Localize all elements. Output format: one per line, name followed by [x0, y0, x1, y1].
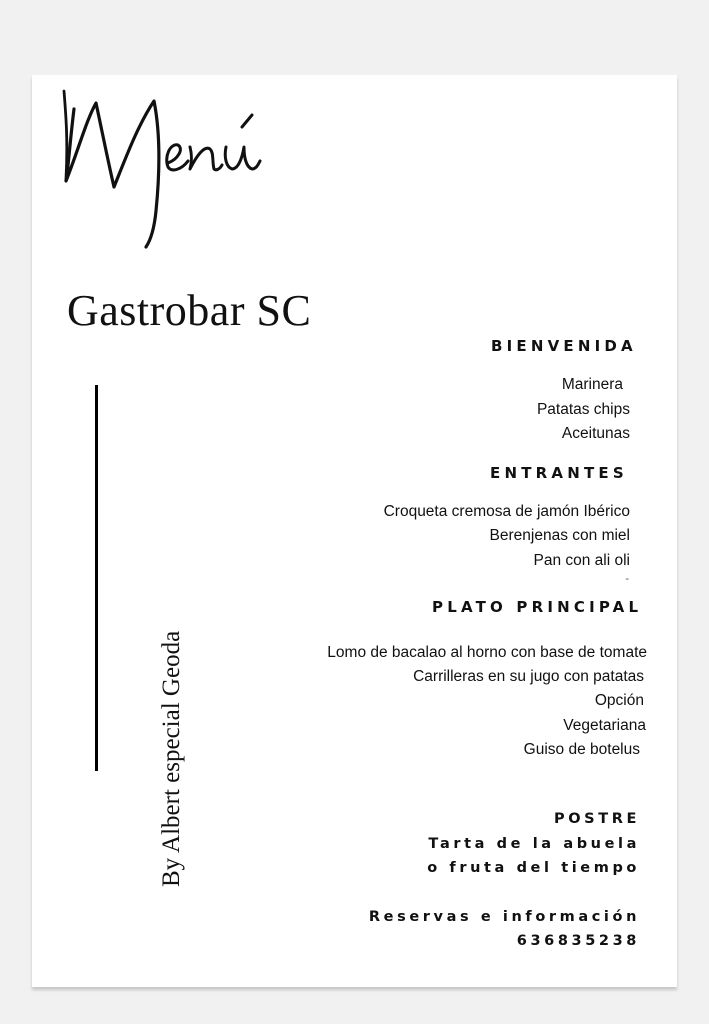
- menu-item: Marinera: [561, 376, 623, 393]
- vertical-divider: [95, 385, 98, 771]
- postre-line: Tarta de la abuela: [428, 836, 640, 852]
- byline-vertical: By Albert especial Geoda: [158, 630, 185, 887]
- menu-item: Vegetariana: [563, 717, 646, 734]
- menu-title-script: [56, 61, 316, 261]
- reservas-label: Reservas e información: [368, 909, 640, 925]
- menu-item: Berenjenas con miel: [489, 527, 630, 544]
- menu-item: Pan con ali oli: [533, 552, 630, 569]
- postre-line: o fruta del tiempo: [427, 860, 640, 876]
- separator-dash: -: [625, 573, 629, 585]
- menu-item: Aceitunas: [561, 425, 630, 442]
- menu-page: [32, 75, 677, 987]
- section-heading-plato-principal: PLATO PRINCIPAL: [432, 598, 643, 616]
- reservas-phone: 636835238: [516, 933, 640, 949]
- menu-title: [56, 61, 316, 261]
- menu-item: Lomo de bacalao al horno con base de tomate: [327, 644, 647, 661]
- menu-item: Croqueta cremosa de jamón Ibérico: [383, 503, 630, 520]
- menu-item: Guiso de botelus: [523, 741, 640, 758]
- section-heading-entrantes: ENTRANTES: [490, 464, 628, 482]
- menu-item: Opción: [594, 692, 644, 709]
- menu-item: Carrilleras en su jugo con patatas: [413, 668, 644, 685]
- menu-item: Patatas chips: [536, 401, 630, 418]
- section-heading-postre: POSTRE: [554, 811, 640, 827]
- restaurant-name: Gastrobar SC: [67, 286, 312, 335]
- section-heading-bienvenida: BIENVENIDA: [491, 337, 637, 355]
